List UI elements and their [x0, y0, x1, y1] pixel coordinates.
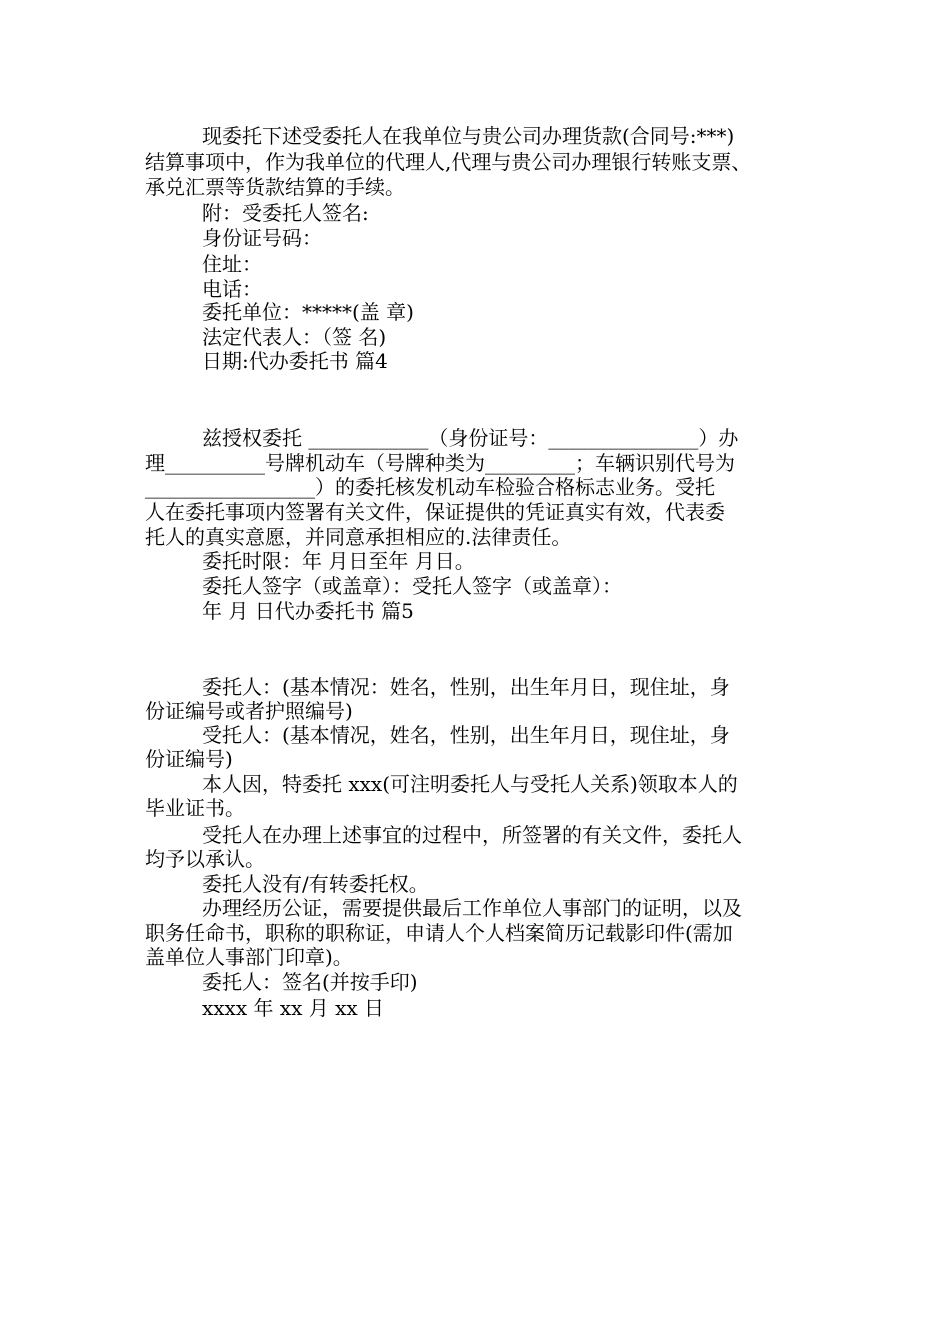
principal-info-line-1: 委托人：(基本情况：姓名，性别，出生年月日，现住址，身 [202, 675, 730, 699]
certification-line-2: 职务任命书，职称的职称证，申请人个人档案简历记载影印件(需加 [145, 921, 733, 945]
authorization-paragraph-line-5: 托人的真实意愿，并同意承担相应的.法律责任。 [145, 525, 572, 549]
date-line: xxxx 年 xx 月 xx 日 [202, 996, 385, 1020]
authorization-paragraph-line-4: 人在委托事项内签署有关文件，保证提供的凭证真实有效，代表委 [145, 500, 725, 524]
signatures-line: 委托人签字（或盖章）：受托人签字（或盖章）： [202, 574, 622, 598]
reason-line-1: 本人因，特委托 xxx(可注明委托人与受托人关系)领取本人的 [202, 772, 738, 796]
certification-line-1: 办理经历公证，需要提供最后工作单位人事部门的证明，以及 [202, 896, 742, 920]
entrustment-paragraph-line-2: 结算事项中，作为我单位的代理人,代理与贵公司办理银行转账支票、 [145, 150, 752, 174]
authorization-paragraph-line-3: _________________）的委托核发机动车检验合格标志业务。受托 [145, 475, 715, 499]
section-heading-5: 年 月 日代办委托书 篇5 [202, 599, 414, 623]
attachment-signature-line: 附：受委托人签名: [202, 201, 369, 225]
phone-line: 电话： [202, 277, 262, 301]
reason-line-2: 毕业证书。 [145, 796, 245, 820]
acknowledge-line-2: 均予以承认。 [145, 847, 265, 871]
agent-info-line-2: 份证编号) [145, 747, 233, 771]
acknowledge-line-1: 受托人在办理上述事宜的过程中，所签署的有关文件，委托人 [202, 823, 742, 847]
certification-line-3: 盖单位人事部门印章)。 [145, 945, 353, 969]
agent-info-line-1: 受托人：(基本情况，姓名，性别，出生年月日，现住址，身 [202, 723, 730, 747]
authorization-paragraph-line-1: 兹授权委托 ____________（身份证号：_______________）办 [202, 426, 739, 450]
principal-signature-line: 委托人：签名(并按手印) [202, 970, 418, 994]
entrustment-period-line: 委托时限：年 月日至年 月日。 [202, 549, 475, 573]
section-heading-4: 日期:代办委托书 篇4 [202, 349, 388, 373]
legal-representative-line: 法定代表人：（签 名) [202, 325, 387, 349]
transfer-right-line: 委托人没有/有转委托权。 [202, 872, 429, 896]
entrusting-unit-line: 委托单位：*****(盖 章) [202, 300, 414, 324]
principal-info-line-2: 份证编号或者护照编号) [145, 699, 353, 723]
authorization-paragraph-line-2: 理__________号牌机动车（号牌种类为_________；车辆识别代号为 [145, 451, 735, 475]
id-number-line: 身份证号码： [202, 226, 322, 250]
address-line: 住址： [202, 252, 262, 276]
entrustment-paragraph-line-3: 承兑汇票等货款结算的手续。 [145, 175, 405, 199]
entrustment-paragraph-line-1: 现委托下述受委托人在我单位与贵公司办理货款(合同号:***) [202, 124, 735, 148]
